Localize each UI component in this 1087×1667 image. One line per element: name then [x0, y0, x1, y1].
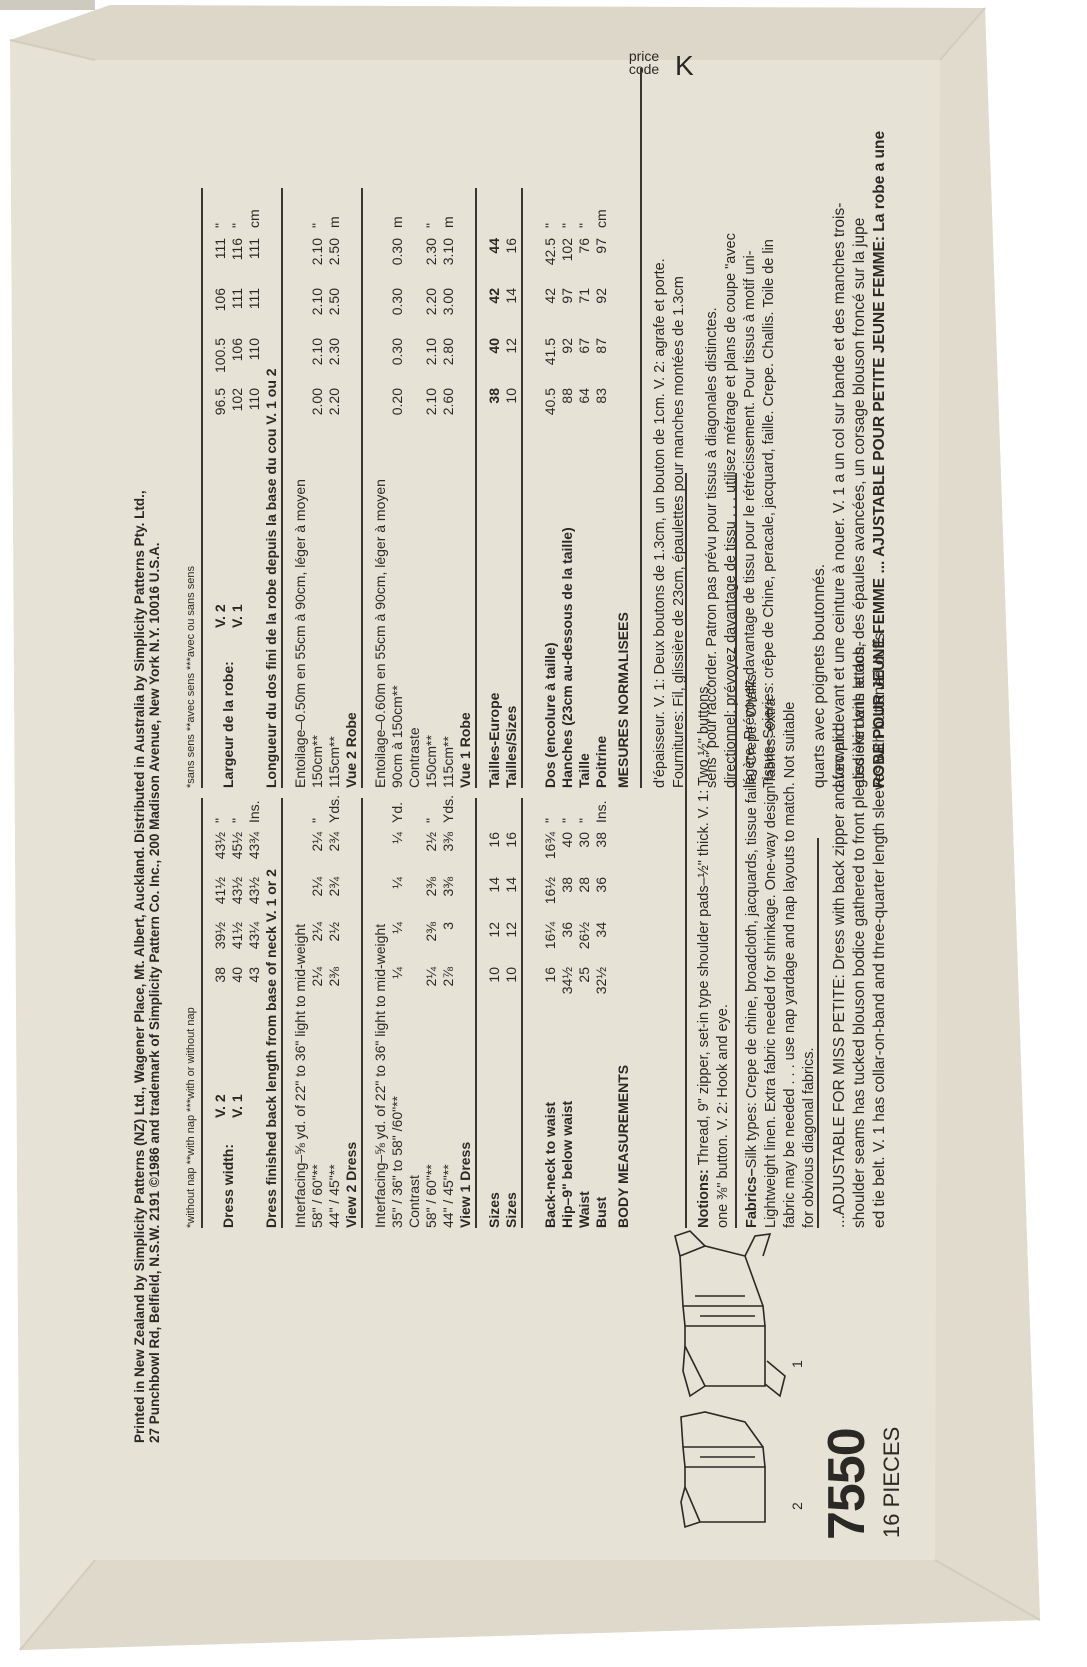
- en-width-v1-value: 41½: [229, 922, 245, 950]
- en-v2-58-label: 58" / 60"**: [309, 1164, 325, 1228]
- en-notions-label: Notions:: [696, 1169, 712, 1228]
- fr-mes-row-label: Hanches (23cm au-dessous de la taille): [559, 527, 575, 788]
- en-size-value: 12: [503, 922, 519, 938]
- fr-desc-line1: ROBE POUR JEUNE FEMME ... AJUSTABLE POUR PETITE JEUNE FEMME: La robe a une: [871, 130, 888, 788]
- fr-mes-value: 42.5: [542, 238, 558, 266]
- fr-largeur-label: Largeur de la robe:: [220, 661, 236, 788]
- fr-mes-value: 97: [559, 288, 575, 304]
- en-v1-58-label: 58" / 60"**: [423, 1164, 439, 1228]
- fr-contraste-value: 0.20: [389, 388, 405, 416]
- en-size-value: 10: [503, 967, 519, 983]
- en-body-value: 16¼: [542, 922, 558, 950]
- fr-divider-longueur: [281, 188, 283, 788]
- en-size-value2: 16: [486, 832, 502, 848]
- en-body-unit: ": [542, 818, 558, 823]
- fr-taille-eu-value: 42: [486, 288, 502, 304]
- en-v1-44-unit: Yds.: [440, 794, 456, 823]
- fr-tailles-eu-label: Tailles-Europe: [486, 692, 502, 788]
- fr-longueur-value: 111: [246, 288, 262, 310]
- en-body-row-label: Bust: [593, 1196, 609, 1228]
- fr-fourn-line2: d'épaisseur. V. 1: Deux boutons de 1.3cm, un bouton de 1cm. V. 2: agrafe et porte.: [652, 258, 668, 788]
- fr-vue1-150-unit: ": [423, 223, 439, 228]
- en-fabrics-line4: for obvious diagonal fabrics.: [801, 1047, 817, 1228]
- fr-mes-value: 92: [559, 338, 575, 354]
- fr-vue1-title: Vue 1 Robe: [457, 712, 473, 788]
- en-v1-44-value: 2⅞: [440, 967, 456, 987]
- en-finished-value: 43¾: [246, 832, 262, 860]
- en-divider-view2: [361, 798, 363, 1228]
- en-body-row-label: Hip–9" below waist: [559, 1100, 575, 1228]
- fr-contraste-value: 0.30: [389, 338, 405, 366]
- en-width-v1-label: V. 1: [229, 1094, 245, 1118]
- printed-line2: 27 Punchbowl Rd, Belfield, N.S.W. 2191 ©1986 and trademark of Simplicity Pattern Co. Inc., 200 Madison Avenue, New York N.Y. 10016 U.S.A.: [147, 542, 162, 1443]
- en-body-value: 36: [593, 877, 609, 893]
- fr-mes-unit: ": [542, 223, 558, 228]
- fr-vue1-115-label: 115cm**: [440, 736, 456, 788]
- fr-contraste-unit: m: [389, 216, 405, 228]
- fr-divider-fourn: [640, 68, 642, 788]
- en-v2-58-unit: ": [309, 818, 325, 823]
- fr-mes-value: 71: [576, 288, 592, 304]
- en-v2-44-value: 2½: [326, 922, 342, 942]
- en-body-value: 32½: [593, 967, 609, 995]
- fr-vue2-115-value: 2.50: [326, 288, 342, 316]
- en-divider-finished: [281, 798, 283, 1228]
- fr-taille-value: 16: [503, 238, 519, 254]
- fr-mes-unit: ": [559, 223, 575, 228]
- fr-largeur-v2-value: 100.5: [212, 338, 228, 374]
- fr-mes-value: 87: [593, 338, 609, 354]
- fr-mes-unit: ": [576, 223, 592, 228]
- fr-tissus-line3: directionnel: prévoyez davantage de tissu . . . utilisez métrage et plans de coupe "avec: [723, 233, 739, 788]
- fr-vue1-150-value: 2.30: [423, 238, 439, 266]
- en-v2-58-value: 2¼: [309, 832, 325, 852]
- fr-largeur-v1-value: 116: [229, 238, 245, 261]
- fr-largeur-v1-value: 106: [229, 338, 245, 362]
- fr-mes-row-label: Dos (encolure à taille): [542, 642, 558, 788]
- pieces-count: 16 PIECES: [879, 1426, 904, 1538]
- en-contrast-label: Contrast: [406, 1175, 422, 1228]
- pattern-number: 7550: [818, 1428, 876, 1540]
- price-label-line2: code: [628, 61, 660, 77]
- fr-vue2-150-unit: ": [309, 223, 325, 228]
- fr-vue2-115-value: 2.50: [326, 238, 342, 266]
- en-body-value: 16: [542, 967, 558, 983]
- fr-taille-eu-value: 44: [486, 238, 502, 254]
- fr-taille-value: 10: [503, 388, 519, 404]
- en-width-v1-value: 40: [229, 967, 245, 983]
- en-sizes-label2: Sizes: [486, 1192, 502, 1228]
- fr-mes-value: 41.5: [542, 338, 558, 366]
- fr-tissus-line4: sens" pour raccorder. Patron pas prévu pour tissus à diagonales distinctes.: [704, 307, 720, 788]
- fr-fourn-line1: Fournitures: Fil, glissière de 23cm, épaulettes pour manches montées de 1.3cm: [671, 276, 687, 788]
- en-finished-value: 43½: [246, 877, 262, 905]
- price-label-line1: price: [628, 48, 660, 64]
- en-sizes-label: Sizes: [503, 1192, 519, 1228]
- fr-largeur-v2-value: 106: [212, 288, 228, 312]
- fr-vue1-115-value: 2.60: [440, 388, 456, 416]
- en-v2-44-value: 2¾: [326, 877, 342, 897]
- fr-contraste-label: Contraste: [406, 727, 422, 788]
- en-v1-44-value: 3⅜: [440, 877, 456, 897]
- fr-largeur-v1-label: V. 1: [229, 604, 245, 628]
- en-v1-44-value: 3⅜: [440, 832, 456, 852]
- fr-mes-value: 92: [593, 288, 609, 304]
- fr-mes-value: 40.5: [542, 388, 558, 416]
- en-body-value: 26½: [576, 922, 592, 950]
- en-finished-value: 43: [246, 967, 262, 983]
- en-fabrics-line3: fabric may be needed . . . use nap yardage and nap layouts to match. Not suitable: [782, 701, 798, 1228]
- fr-longueur-value: 111: [246, 238, 262, 260]
- view1-number: 1: [789, 1360, 805, 1368]
- fr-mes-value: 42: [542, 288, 558, 304]
- en-v1-44-value: 3: [440, 922, 456, 930]
- fr-largeur-v2-value: 96.5: [212, 388, 228, 416]
- en-contrast-line: 35" / 36" to 58" /60"**: [389, 1096, 405, 1228]
- fr-mes-value: 76: [576, 238, 592, 254]
- en-size-value: 16: [503, 832, 519, 848]
- en-v2-58-value: 2¼: [309, 967, 325, 987]
- fr-mes-value: 88: [559, 388, 575, 404]
- fr-contraste-value: 0.30: [389, 288, 405, 316]
- en-body-value: 38: [559, 877, 575, 893]
- en-contrast-value: ¼: [389, 832, 405, 844]
- fr-vue1-115-value: 2.80: [440, 338, 456, 366]
- fr-vue2-115-label: 115cm**: [326, 736, 342, 788]
- fr-largeur-v1-value: 102: [229, 388, 245, 412]
- fr-longueur-value: 110: [246, 388, 262, 411]
- fr-desc-line4: quarts avec poignets boutonnés.: [811, 563, 828, 788]
- fr-vue2-title: Vue 2 Robe: [343, 712, 359, 788]
- fr-tissus-line1: Tissus–Soieries: crêpe de Chine, peracale, jacquard, faille. Crepe. Challis. Toile de lin: [761, 239, 777, 788]
- en-fabrics-label: Fabrics–: [744, 1168, 760, 1228]
- fr-taille-eu-value: 38: [486, 388, 502, 404]
- en-width-v1-unit: ": [229, 818, 245, 823]
- en-body-value: 38: [593, 832, 609, 848]
- fr-mes-row-label: Poitrine: [593, 735, 609, 788]
- fr-vue2-150-value: 2.10: [309, 338, 325, 366]
- fr-mes-unit: cm: [593, 209, 609, 228]
- en-width-v2-label: V. 2: [212, 1094, 228, 1118]
- fr-vue1-115-unit: m: [440, 216, 456, 228]
- fr-vue1-115-value: 3.00: [440, 288, 456, 316]
- en-fabrics-text1: Silk types: Crepe de chine, broadcloth, jacquards, tissue faille. Crepe. Challis.: [744, 670, 760, 1169]
- rotated-content: [95, 60, 933, 1548]
- fr-mes-value: 97: [593, 238, 609, 254]
- en-body-value: 28: [576, 877, 592, 893]
- fr-mes-value: 67: [576, 338, 592, 354]
- en-v2-44-value: 2¾: [326, 832, 342, 852]
- fr-vue2-150-value: 2.10: [309, 238, 325, 266]
- fr-contraste-line: 90cm à 150cm**: [389, 685, 405, 788]
- en-contrast-value: ¼: [389, 877, 405, 889]
- fr-vue1-150-label: 150cm**: [423, 735, 439, 788]
- en-v1-44-label: 44" / 45"**: [440, 1164, 456, 1228]
- en-body-value: 25: [576, 967, 592, 983]
- fr-mes-value: 83: [593, 388, 609, 404]
- en-size-value2: 10: [486, 967, 502, 983]
- fr-vue1-150-value: 2.10: [423, 388, 439, 416]
- en-v2-44-value: 2⅜: [326, 967, 342, 987]
- en-body-unit: ": [576, 818, 592, 823]
- fr-taille-value: 12: [503, 338, 519, 354]
- en-width-v2-value: 38: [212, 967, 228, 983]
- fr-desc-line3: avec pli devant et une ceinture à nouer. V. 1 a un col sur bande et des manches trois-: [831, 202, 848, 788]
- fr-tailles-label: Tailles/Sizes: [503, 705, 519, 788]
- en-v1-58-value: 2¼: [423, 967, 439, 987]
- en-contrast-unit: Yd.: [389, 801, 405, 823]
- en-width-v2-value: 41½: [212, 877, 228, 905]
- en-body-unit: ": [559, 818, 575, 823]
- fr-largeur-v2-label: V. 2: [212, 604, 228, 628]
- fr-vue2-150-value: 2.10: [309, 288, 325, 316]
- en-divider-sizes: [521, 798, 523, 1228]
- fr-vue1-150-value: 2.20: [423, 288, 439, 316]
- en-footnote: *without nap **with nap ***with or without nap: [185, 1007, 197, 1228]
- en-v1-interfacing: Interfacing–⅝ yd. of 22" to 36" light to mid-weight: [372, 923, 388, 1228]
- fr-vue1-115-value: 3.10: [440, 238, 456, 266]
- en-size-value2: 14: [486, 877, 502, 893]
- en-contrast-value: ¼: [389, 922, 405, 934]
- fr-vue2-115-value: 2.30: [326, 338, 342, 366]
- fr-largeur-v2-unit: ": [212, 223, 228, 228]
- en-v1-58-value: 2½: [423, 832, 439, 852]
- en-view1-title: View 1 Dress: [457, 1141, 473, 1228]
- fr-longueur-unit: cm: [246, 209, 262, 228]
- en-body-title: BODY MEASUREMENTS: [615, 1064, 631, 1228]
- en-finished-value: 43¼: [246, 922, 262, 950]
- en-finished-title: Dress finished back length from base of neck V. 1 or 2: [263, 869, 279, 1228]
- fr-mes-title: MESURES NORMALISEES: [615, 612, 631, 788]
- fr-longueur-value: 110: [246, 338, 262, 361]
- en-width-label: Dress width:: [220, 1143, 236, 1228]
- en-body-value: 36: [559, 922, 575, 938]
- fr-vue1-150-value: 2.10: [423, 338, 439, 366]
- en-notions-text1: Thread, 9" zipper, set-in type shoulder pads–½" thick. V. 1: Two ½" buttons,: [696, 682, 712, 1166]
- en-divider-footnote: [201, 798, 203, 1228]
- en-v2-58-value: 2¼: [309, 922, 325, 942]
- en-width-v2-value: 43½: [212, 832, 228, 860]
- fr-desc-line2: glissière dans le dos, des épaules avancées, un corsage blouson froncé sur la jupe: [851, 217, 868, 788]
- en-size-value: 14: [503, 877, 519, 893]
- en-v2-interfacing: Interfacing–⅝ yd. of 22" to 36" light to mid-weight: [292, 923, 308, 1228]
- fr-vue2-115-value: 2.20: [326, 388, 342, 416]
- en-finished-unit: Ins.: [246, 800, 262, 823]
- fr-mes-value: 102: [559, 238, 575, 262]
- en-body-unit: Ins.: [593, 800, 609, 823]
- en-desc-line3: ed tie belt. V. 1 has collar-on-band and three-quarter length sleeves with buttoned cuffs.: [871, 628, 888, 1228]
- en-width-v1-value: 43½: [229, 877, 245, 905]
- fr-mes-row-label: Taille: [576, 753, 592, 788]
- fr-vue2-entoilage: Entoilage–0.50m en 55cm à 90cm, léger à moyen: [292, 479, 308, 788]
- en-v2-44-label: 44" / 45"**: [326, 1164, 342, 1228]
- en-contrast-value: ¼: [389, 967, 405, 979]
- fr-longueur-title: Longueur du dos fini de la robe depuis la base du cou V. 1 ou 2: [263, 368, 279, 788]
- view2-number: 2: [789, 1502, 805, 1510]
- en-size-value2: 12: [486, 922, 502, 938]
- fr-vue2-115-unit: m: [326, 216, 342, 228]
- en-width-v1-value: 45½: [229, 832, 245, 860]
- en-desc-line2: shoulder seams has tucked blouson bodice gathered to front pleated skirt with attach-: [851, 641, 868, 1228]
- en-width-v2-value: 39½: [212, 922, 228, 950]
- fr-largeur-v2-value: 111: [212, 238, 228, 260]
- en-body-row-label: Waist: [576, 1191, 592, 1228]
- fr-divider-tailles: [521, 188, 523, 788]
- fr-footnote: *sans sens **avec sens ***avec ou sans sens: [185, 566, 197, 788]
- en-v1-58-value: 2⅜: [423, 922, 439, 942]
- price-code-value: K: [675, 50, 694, 81]
- fr-largeur-v1-value: 111: [229, 288, 245, 310]
- fr-contraste-value: 0.30: [389, 238, 405, 266]
- en-notions-line2: one ⅜" button. V. 2: Hook and eye.: [715, 1004, 731, 1228]
- view1-illustration: [645, 1226, 815, 1406]
- en-desc-line1: ...ADJUSTABLE FOR MISS PETITE: Dress with back zipper and forward: [831, 727, 848, 1228]
- fr-taille-value: 14: [503, 288, 519, 304]
- en-body-value: 40: [559, 832, 575, 848]
- en-body-value: 34½: [559, 967, 575, 995]
- en-v1-58-unit: ": [423, 818, 439, 823]
- en-body-value: 16½: [542, 877, 558, 905]
- fr-divider-footnote: [201, 188, 203, 788]
- fr-vue2-150-value: 2.00: [309, 388, 325, 416]
- fr-taille-eu-value: 40: [486, 338, 502, 354]
- fr-mes-value: 64: [576, 388, 592, 404]
- en-v2-44-unit: Yds.: [326, 794, 342, 823]
- fr-divider-vue1: [475, 188, 477, 788]
- fr-largeur-v1-unit: ": [229, 223, 245, 228]
- en-v1-58-value: 2⅜: [423, 877, 439, 897]
- en-body-value: 16¾: [542, 832, 558, 860]
- en-view2-title: View 2 Dress: [343, 1141, 359, 1228]
- fr-vue1-entoilage: Entoilage–0.60m en 55cm à 90cm, léger à moyen: [372, 479, 388, 788]
- en-fabrics-line2: Lightweight linen. Extra fabric needed for shrinkage. One-way design fabrics: extra: [763, 698, 779, 1228]
- printed-line1: Printed in New Zealand by Simplicity Patterns (NZ) Ltd., Wagener Place, Mt. Albert, Auckland. Distributed in Australia by Simplicity Patterns Pty. Ltd.,: [132, 490, 147, 1443]
- view2-illustration: [645, 1402, 815, 1542]
- en-body-row-label: Back-neck to waist: [542, 1101, 558, 1228]
- fr-divider-vue2: [361, 188, 363, 788]
- en-divider-view1: [475, 798, 477, 1228]
- fr-vue2-150-label: 150cm**: [309, 735, 325, 788]
- en-width-v2-unit: ": [212, 818, 228, 823]
- en-body-value: 30: [576, 832, 592, 848]
- en-v2-58-value: 2¼: [309, 877, 325, 897]
- en-body-value: 34: [593, 922, 609, 938]
- fr-tissus-line2: légère. Prévoyez davantage de tissu pour le rétrécissement. Pour tissus à motif uni-: [742, 250, 758, 788]
